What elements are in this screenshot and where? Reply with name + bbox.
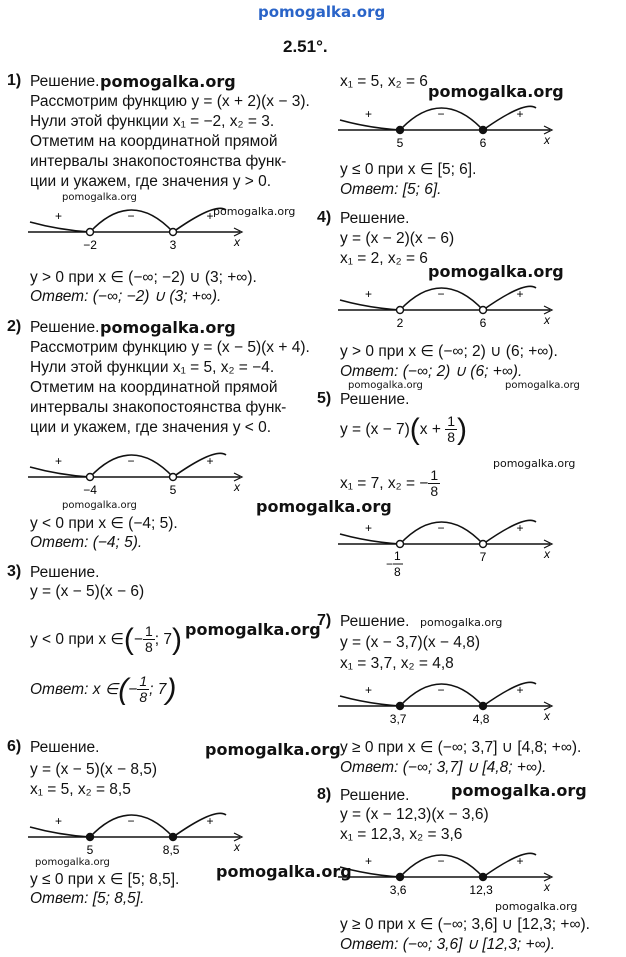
watermark: pomogalka.org — [100, 72, 236, 91]
interval-sign: + — [516, 107, 524, 121]
s5-title: Решение. — [340, 391, 410, 408]
watermark: pomogalka.org — [35, 857, 110, 868]
s4-number: 4) — [317, 209, 332, 226]
watermark: pomogalka.org — [213, 205, 296, 218]
s2-title: Решение. — [30, 319, 100, 336]
zero-point — [480, 127, 487, 134]
watermark: pomogalka.org — [428, 262, 564, 281]
point-label: 3,7 — [389, 712, 407, 726]
watermark: pomogalka.org — [505, 380, 580, 391]
sign-arc — [173, 208, 226, 232]
sign-arc — [340, 120, 400, 130]
interval-sign: − — [437, 854, 445, 868]
watermark: pomogalka.org — [185, 620, 321, 639]
s3-frac-den: 8 — [144, 639, 153, 656]
stop-roots: x₁ = 5, x₂ = 6 — [340, 73, 428, 90]
interval-sign: − — [127, 454, 135, 468]
s3-interval-end: ; 7 — [149, 681, 167, 698]
sign-arc — [173, 813, 226, 837]
s8-number: 8) — [317, 786, 332, 803]
s2-number: 2) — [7, 318, 22, 335]
interval-sign: + — [55, 209, 63, 223]
s8-answer: Ответ: (−∞; 3,6] ∪ [12,3; +∞). — [340, 936, 556, 953]
interval-sign: + — [365, 287, 373, 301]
interval-sign: + — [55, 454, 63, 468]
s5-formula-prefix: y = (x − 7) — [340, 421, 410, 438]
s3-frac-num: 1 — [144, 623, 153, 640]
s5-frac-den: 8 — [430, 483, 439, 500]
interval-sign: − — [127, 209, 135, 223]
point-label: 5 — [169, 483, 177, 497]
s8-result: y ≥ 0 при x ∈ (−∞; 3,6] ∪ [12,3; +∞). — [340, 916, 590, 933]
sign-arc — [340, 300, 400, 310]
s1-answer: Ответ: (−∞; −2) ∪ (3; +∞). — [30, 288, 222, 305]
s2-number-line — [28, 445, 258, 497]
s1-line: интервалы знакопостоянства функ- — [30, 153, 287, 170]
s7-answer: Ответ: (−∞; 3,7] ∪ [4,8; +∞). — [340, 759, 547, 776]
watermark: pomogalka.org — [451, 781, 587, 800]
s8-title: Решение. — [340, 787, 410, 804]
interval-sign: − — [437, 287, 445, 301]
watermark: pomogalka.org — [62, 192, 137, 203]
s6-roots: x₁ = 5, x₂ = 8,5 — [30, 781, 131, 798]
s3-frac-den: 8 — [139, 689, 148, 706]
s3-result-prefix: y < 0 при x ∈ — [30, 631, 124, 648]
s8-formula: y = (x − 12,3)(x − 3,6) — [340, 806, 489, 823]
interval-sign: − — [437, 521, 445, 535]
s4-number-line — [338, 278, 568, 330]
watermark: pomogalka.org — [205, 740, 341, 759]
sign-arc — [30, 827, 90, 837]
s7-number: 7) — [317, 612, 332, 629]
s3-title: Решение. — [30, 564, 100, 581]
sign-arc — [483, 853, 536, 877]
point-label: − — [386, 557, 394, 571]
interval-sign: + — [365, 683, 373, 697]
s3-answer-prefix: Ответ: x ∈ — [30, 681, 119, 698]
stop-answer: Ответ: [5; 6]. — [340, 181, 442, 198]
zero-point — [397, 127, 404, 134]
s7-formula: y = (x − 3,7)(x − 4,8) — [340, 634, 480, 651]
zero-point — [397, 874, 404, 881]
zero-point — [397, 541, 404, 548]
s2-line: ции и укажем, где значения y < 0. — [30, 419, 272, 436]
watermark: pomogalka.org — [428, 82, 564, 101]
s1-number: 1) — [7, 72, 22, 89]
zero-point — [480, 307, 487, 314]
axis-variable: x — [544, 313, 550, 327]
point-label: 5 — [86, 843, 94, 857]
s1-line: Нули этой функции x₁ = −2, x₂ = 3. — [30, 113, 275, 130]
s6-number-line — [28, 805, 258, 857]
interval-sign: + — [206, 814, 214, 828]
zero-point — [170, 834, 177, 841]
point-label: 12,3 — [469, 883, 493, 897]
watermark: pomogalka.org — [493, 457, 576, 470]
s1-number-line — [28, 200, 258, 252]
point-label: 8 — [394, 565, 401, 579]
s6-title: Решение. — [30, 739, 100, 756]
watermark: pomogalka.org — [62, 500, 137, 511]
interval-sign: + — [206, 209, 214, 223]
s6-answer: Ответ: [5; 8,5]. — [30, 890, 145, 907]
s7-roots: x₁ = 3,7, x₂ = 4,8 — [340, 655, 454, 672]
sign-arc — [340, 534, 400, 544]
axis-variable: x — [544, 880, 550, 894]
s3-answer: Ответ: x ∈(− $\frac{1}{8}$ ; 7) — [30, 672, 177, 706]
watermark: pomogalka.org — [216, 862, 352, 881]
interval-sign: + — [516, 287, 524, 301]
s1-line: Отметим на координатной прямой — [30, 133, 278, 150]
s3-frac-num: 1 — [139, 673, 148, 690]
zero-point — [480, 874, 487, 881]
interval-sign: − — [437, 683, 445, 697]
s5-roots-prefix: x₁ = 7, x₂ = − — [340, 475, 429, 492]
interval-sign: − — [127, 814, 135, 828]
axis-variable: x — [234, 235, 240, 249]
sign-arc — [340, 696, 400, 706]
point-label: 5 — [396, 136, 404, 150]
watermark: pomogalka.org — [495, 900, 578, 913]
interval-sign: + — [365, 854, 373, 868]
s3-formula: y = (x − 5)(x − 6) — [30, 583, 145, 600]
s2-line: Отметим на координатной прямой — [30, 379, 278, 396]
axis-variable: x — [544, 547, 550, 561]
point-label: 6 — [479, 316, 487, 330]
point-label: 4,8 — [472, 712, 490, 726]
interval-sign: + — [365, 107, 373, 121]
s3-interval-end: ; 7 — [154, 631, 172, 648]
zero-point — [397, 703, 404, 710]
stop-number-line — [338, 98, 568, 150]
s1-line: ции и укажем, где значения y > 0. — [30, 173, 272, 190]
s6-number: 6) — [7, 738, 22, 755]
s4-answer: Ответ: (−∞; 2) ∪ (6; +∞). — [340, 363, 523, 380]
s2-line: Нули этой функции x₁ = 5, x₂ = −4. — [30, 359, 275, 376]
s4-result: y > 0 при x ∈ (−∞; 2) ∪ (6; +∞). — [340, 343, 558, 360]
watermark: pomogalka.org — [348, 380, 423, 391]
interval-sign: − — [437, 107, 445, 121]
s1-title: Решение. — [30, 73, 100, 90]
s6-formula: y = (x − 5)(x − 8,5) — [30, 761, 158, 778]
s5-frac-num: 1 — [447, 413, 455, 430]
axis-variable: x — [544, 133, 550, 147]
s2-answer: Ответ: (−4; 5). — [30, 534, 143, 551]
interval-sign: + — [516, 521, 524, 535]
sign-arc — [30, 467, 90, 477]
point-label: −4 — [83, 483, 97, 497]
sign-arc — [173, 453, 226, 477]
s1-result: y > 0 при x ∈ (−∞; −2) ∪ (3; +∞). — [30, 269, 257, 286]
watermark: pomogalka.org — [100, 318, 236, 337]
point-label: 2 — [396, 316, 404, 330]
watermark: pomogalka.org — [256, 497, 392, 516]
zero-point — [170, 474, 177, 481]
point-label: 3 — [169, 238, 177, 252]
sign-arc — [483, 520, 536, 544]
axis-variable: x — [234, 480, 240, 494]
sign-arc — [483, 286, 536, 310]
s3-result: y < 0 при x ∈(− $\frac{1}{8}$ ; 7) — [30, 622, 182, 656]
point-label: 1 — [394, 549, 401, 563]
s5-frac-den: 8 — [447, 429, 455, 446]
s4-title: Решение. — [340, 210, 410, 227]
s8-roots: x₁ = 12,3, x₂ = 3,6 — [340, 826, 463, 843]
s7-number-line — [338, 674, 568, 726]
s3-number: 3) — [7, 563, 22, 580]
s4-roots: x₁ = 2, x₂ = 6 — [340, 250, 428, 267]
zero-point — [87, 229, 94, 236]
s5-formula-mid: x + — [419, 421, 441, 438]
s4-formula: y = (x − 2)(x − 6) — [340, 230, 455, 247]
s5-number: 5) — [317, 390, 332, 407]
zero-point — [87, 474, 94, 481]
sign-arc — [483, 106, 536, 130]
s8-number-line — [338, 845, 568, 897]
s7-result: y ≥ 0 при x ∈ (−∞; 3,7] ∪ [4,8; +∞). — [340, 739, 582, 756]
axis-variable: x — [544, 709, 550, 723]
interval-sign: + — [516, 854, 524, 868]
interval-sign: + — [365, 521, 373, 535]
zero-point — [397, 307, 404, 314]
s7-title: Решение. — [340, 613, 410, 630]
point-label: 8,5 — [162, 843, 180, 857]
watermark: pomogalka.org — [420, 616, 503, 629]
sign-arc — [30, 222, 90, 232]
s2-line: интервалы знакопостоянства функ- — [30, 399, 287, 416]
interval-sign: + — [55, 814, 63, 828]
s6-result: y ≤ 0 при x ∈ [5; 8,5]. — [30, 871, 180, 888]
zero-point — [87, 834, 94, 841]
zero-point — [480, 541, 487, 548]
zero-point — [170, 229, 177, 236]
s1-line: Рассмотрим функцию y = (x + 2)(x − 3). — [30, 93, 310, 110]
sign-arc — [483, 682, 536, 706]
point-label: 7 — [479, 550, 487, 564]
point-label: −2 — [83, 238, 97, 252]
point-label: 6 — [479, 136, 487, 150]
problem-number: 2.51°. — [283, 37, 328, 56]
stop-result: y ≤ 0 при x ∈ [5; 6]. — [340, 161, 477, 178]
interval-sign: + — [206, 454, 214, 468]
s5-frac-num: 1 — [430, 467, 439, 484]
s5-formula: y = (x − 7)(x + $\frac{1}{8}$ ) — [340, 412, 467, 446]
s5-number-line — [338, 512, 568, 579]
interval-sign: + — [516, 683, 524, 697]
point-label: 3,6 — [389, 883, 407, 897]
s2-result: y < 0 при x ∈ (−4; 5). — [30, 515, 178, 532]
sign-arc — [340, 867, 400, 877]
site-watermark-top: pomogalka.org — [258, 3, 386, 21]
s2-line: Рассмотрим функцию y = (x − 5)(x + 4). — [30, 339, 310, 356]
zero-point — [480, 703, 487, 710]
axis-variable: x — [234, 840, 240, 854]
